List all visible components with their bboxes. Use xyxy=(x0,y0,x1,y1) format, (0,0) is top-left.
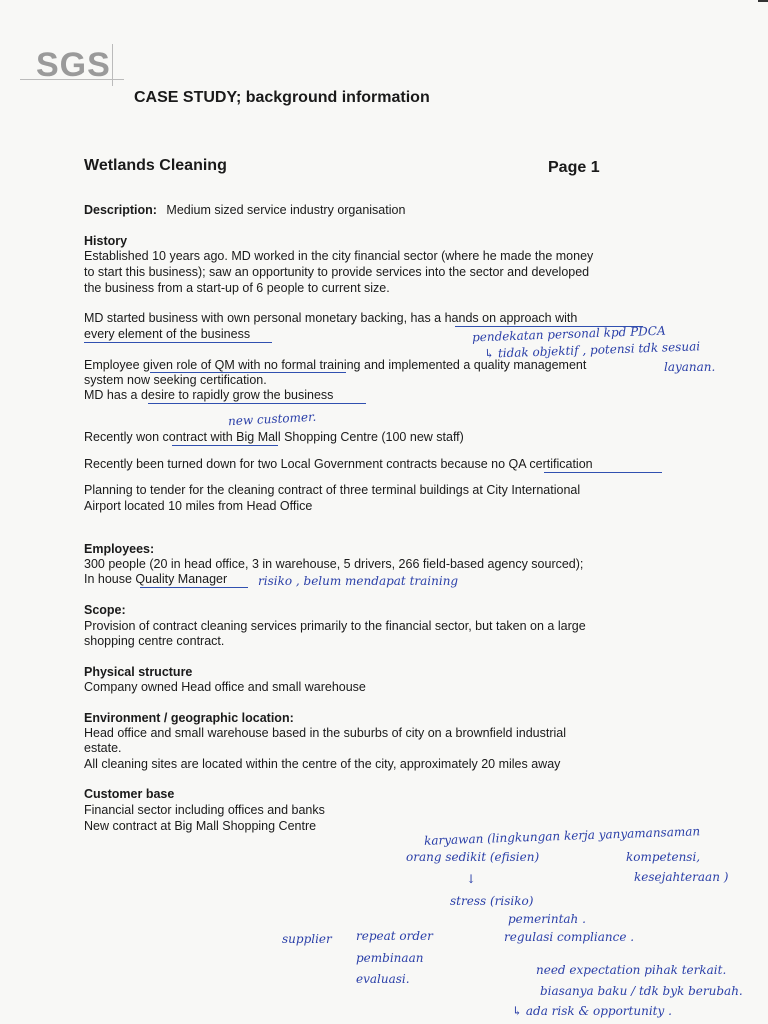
scope-line-1: Provision of contract cleaning services primarily to the financial sector, but taken on a large xyxy=(84,619,586,633)
md-line-2: every element of the business xyxy=(84,327,251,341)
environment-line-2: estate. xyxy=(84,741,122,755)
note-new-customer: new customer. xyxy=(227,409,317,429)
turned-down-line: Recently been turned down for two Local Government contracts because no QA certification xyxy=(84,457,593,471)
customer-line-1: Financial sector including offices and banks xyxy=(84,803,325,817)
note-pemerintah: pemerintah . xyxy=(508,912,586,926)
note-risiko-training: risiko , belum mendapat training xyxy=(258,574,459,588)
underline-qm-role xyxy=(150,372,346,373)
note-tidak-objektif-text: tidak objektif , potensi tdk sesuai xyxy=(497,339,701,361)
note-kesejahteraan: kesejahteraan ) xyxy=(634,870,729,884)
employees-label: Employees: xyxy=(84,542,155,556)
history-line-2: to start this business); saw an opportunity to provide services into the sector and developed xyxy=(84,265,590,279)
sgs-logo: SGS xyxy=(36,46,111,84)
employees-line-1: 300 people (20 in head office, 3 in warehouse, 5 drivers, 266 field-based agency sourced); xyxy=(84,557,584,571)
note-risk-opportunity-text: ada risk & opportunity . xyxy=(525,1004,672,1018)
scope-label: Scope: xyxy=(84,603,126,617)
employees-line-2: In house Quality Manager xyxy=(84,572,228,586)
physical-label: Physical structure xyxy=(84,665,193,679)
note-biasanya-baku: biasanya baku / tdk byk berubah. xyxy=(540,984,743,998)
history-label: History xyxy=(84,234,128,248)
note-pendekatan: pendekatan personal kpd PDCA xyxy=(471,323,666,345)
md-line-1: MD started business with own personal monetary backing, has a hands on approach with xyxy=(84,311,578,325)
scope-line-2: shopping centre contract. xyxy=(84,634,225,648)
underline-desire-grow xyxy=(148,403,366,404)
note-regulasi: regulasi compliance . xyxy=(504,930,635,944)
note-orang-sedikit: orang sedikit (efisien) xyxy=(406,850,540,864)
underline-every-element xyxy=(84,342,272,343)
note-layanan: layanan. xyxy=(664,360,716,374)
page-number: Page 1 xyxy=(548,159,600,176)
environment-line-3: All cleaning sites are located within the centre of the city, approximately 20 miles away xyxy=(84,757,561,771)
environment-label: Environment / geographic location: xyxy=(84,711,294,725)
note-need-expectation: need expectation pihak terkait. xyxy=(536,963,727,977)
note-pembinaan: pembinaan xyxy=(356,951,424,965)
history-line-3: the business from a start-up of 6 people to current size. xyxy=(84,281,390,295)
customer-label: Customer base xyxy=(84,787,175,801)
employee-line-2: system now seeking certification. xyxy=(84,373,267,387)
description-value: Medium sized service industry organisation xyxy=(166,203,406,217)
history-line-1: Established 10 years ago. MD worked in the city financial sector (where he made the money xyxy=(84,249,594,263)
company-name: Wetlands Cleaning xyxy=(84,157,227,174)
underline-quality-manager xyxy=(140,587,248,588)
description-row xyxy=(84,203,405,219)
contract-line: Recently won contract with Big Mall Shopping Centre (100 new staff) xyxy=(84,430,464,444)
note-kompetensi: kompetensi, xyxy=(626,850,701,864)
arrow-down-icon: ↓ xyxy=(466,872,477,886)
underline-contract xyxy=(172,445,278,446)
physical-line: Company owned Head office and small warehouse xyxy=(84,680,366,694)
customer-line-2: New contract at Big Mall Shopping Centre xyxy=(84,819,317,833)
employee-line-1: Employee given role of QM with no formal training and implemented a quality management xyxy=(84,358,587,372)
description-label: Description: xyxy=(84,203,157,217)
top-edge-mark xyxy=(758,0,768,2)
environment-line-1: Head office and small warehouse based in the suburbs of city on a brownfield industrial xyxy=(84,726,566,740)
note-risk-opportunity: ↳ ada risk & opportunity . xyxy=(512,1004,672,1018)
note-repeat-order: repeat order xyxy=(356,929,433,943)
page-title: CASE STUDY; background information xyxy=(134,89,430,106)
note-karyawan: karyawan (lingkungan kerja yanyamansaman xyxy=(423,824,701,848)
tender-line-2: Airport located 10 miles from Head Office xyxy=(84,499,313,513)
employee-line-3: MD has a desire to rapidly grow the business xyxy=(84,388,334,402)
note-supplier: supplier xyxy=(282,932,332,946)
note-evaluasi: evaluasi. xyxy=(356,972,410,986)
underline-qa-cert xyxy=(544,472,662,473)
tender-line-1: Planning to tender for the cleaning contract of three terminal buildings at City International xyxy=(84,483,581,497)
note-stress: stress (risiko) xyxy=(450,894,534,908)
note-tidak-objektif: ↳ tidak objektif , potensi tdk sesuai xyxy=(483,339,701,361)
